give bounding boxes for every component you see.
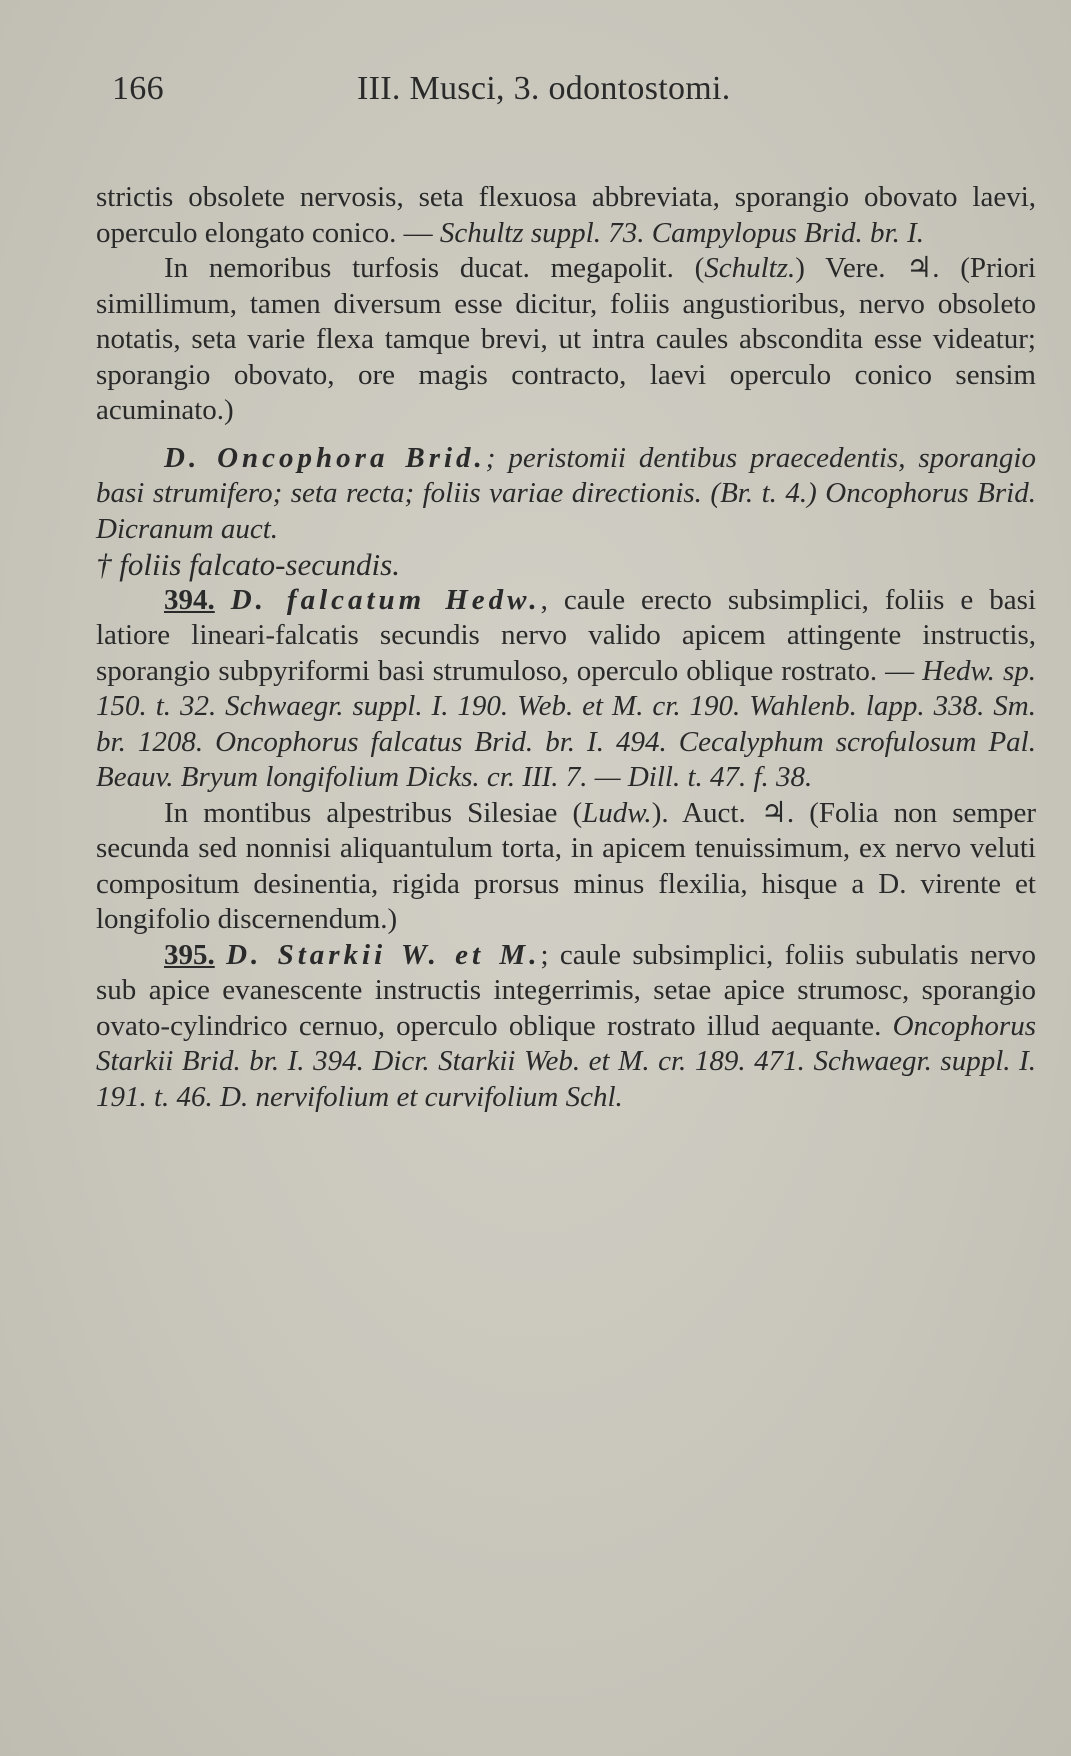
- species-number: 394.: [164, 583, 215, 616]
- subsection-heading: † foliis falcato-secundis.: [96, 547, 400, 582]
- running-title: III. Musci, 3. odontostomi.: [357, 70, 731, 107]
- paragraph-continuation: strictis obsolete nervosis, seta flexuosa abbreviata, sporangio obovato laevi, operculo elongato conico. — Schultz suppl. 73. Campylopus Brid. br. I.: [96, 181, 1036, 249]
- species-number: 395.: [164, 938, 215, 971]
- genus-name: D. Oncophora Brid.: [164, 441, 486, 474]
- page-number: 166: [112, 70, 164, 107]
- paragraph-habitat: In nemoribus turfosis ducat. megapolit. (Schultz.) Vere. ♃. (Priori simillimum, tamen diversum esse dicitur, foliis angustioribus, nervo obsoleto notatis, seta varie flexa tamque brevi, ut intra caules abscondita esse videatur; sporangio obovato, ore magis contracto, laevi operculo conico sensim acuminato.): [96, 252, 1036, 426]
- species-395: 395. D. Starkii W. et M.; caule subsimplici, foliis subulatis nervo sub apice evanescente instructis integerrimis, setae apice strumosc, sporangio ovato-cylindrico cernuo, operculo oblique rostrato illud aequante. Oncophorus Starkii Brid. br. I. 394. Dicr. Starkii Web. et M. cr. 189. 471. Schwaegr. suppl. I. 191. t. 46. D. nervifolium et curvifolium Schl.: [96, 938, 1037, 1113]
- genus-description: D. Oncophora Brid.; peristomii dentibus praecedentis, sporangio basi strumifero; seta recta; foliis variae directionis. (Br. t. 4.) Oncophorus Brid. Dicranum auct.: [96, 441, 1036, 545]
- species-name: D. Starkii W. et M.: [226, 938, 541, 971]
- species-references: Hedw. sp. 150. t. 32. Schwaegr. suppl. I. 190. Web. et M. cr. 190. Wahlenb. lapp. 338. Sm. br. 1208. Oncophorus falcatus Brid. br. I. 494. Cecalyphum scrofulosum Pal. Beauv. Bryum longifolium Dicks. cr. III. 7. — Dill. t. 47. f. 38.: [96, 654, 1036, 793]
- page-body: [96, 180, 1036, 1115]
- species-references: Oncophorus Starkii Brid. br. I. 394. Dicr. Starkii Web. et M. cr. 189. 471. Schwaegr. suppl. I. 191. t. 46. D. nervifolium et curvifolium Schl.: [96, 1009, 1036, 1113]
- species-name: D. falcatum Hedw.: [230, 583, 541, 616]
- reference: Schultz suppl. 73. Campylopus Brid. br. I.: [439, 216, 925, 249]
- species-394-habitat: In montibus alpestribus Silesiae (Ludw.). Auct. ♃. (Folia non semper secunda sed nonnisi aliquantulum torta, in apicem tenuissimum, ex nervo veluti compositum desinentia, rigida prorsus minus flexilia, hisque a D. virente et longifolio discernendum.): [96, 796, 1036, 935]
- species-394: 394. D. falcatum Hedw., caule erecto subsimplici, foliis e basi latiore lineari-falcatis secundis nervo valido apicem attingente instructis, sporangio subpyriformi basi strumuloso, operculo oblique rostrato. — Hedw. sp. 150. t. 32. Schwaegr. suppl. I. 190. Web. et M. cr. 190. Wahlenb. lapp. 338. Sm. br. 1208. Oncophorus falcatus Brid. br. I. 494. Cecalyphum scrofulosum Pal. Beauv. Bryum longifolium Dicks. cr. III. 7. — Dill. t. 47. f. 38.: [96, 583, 1036, 793]
